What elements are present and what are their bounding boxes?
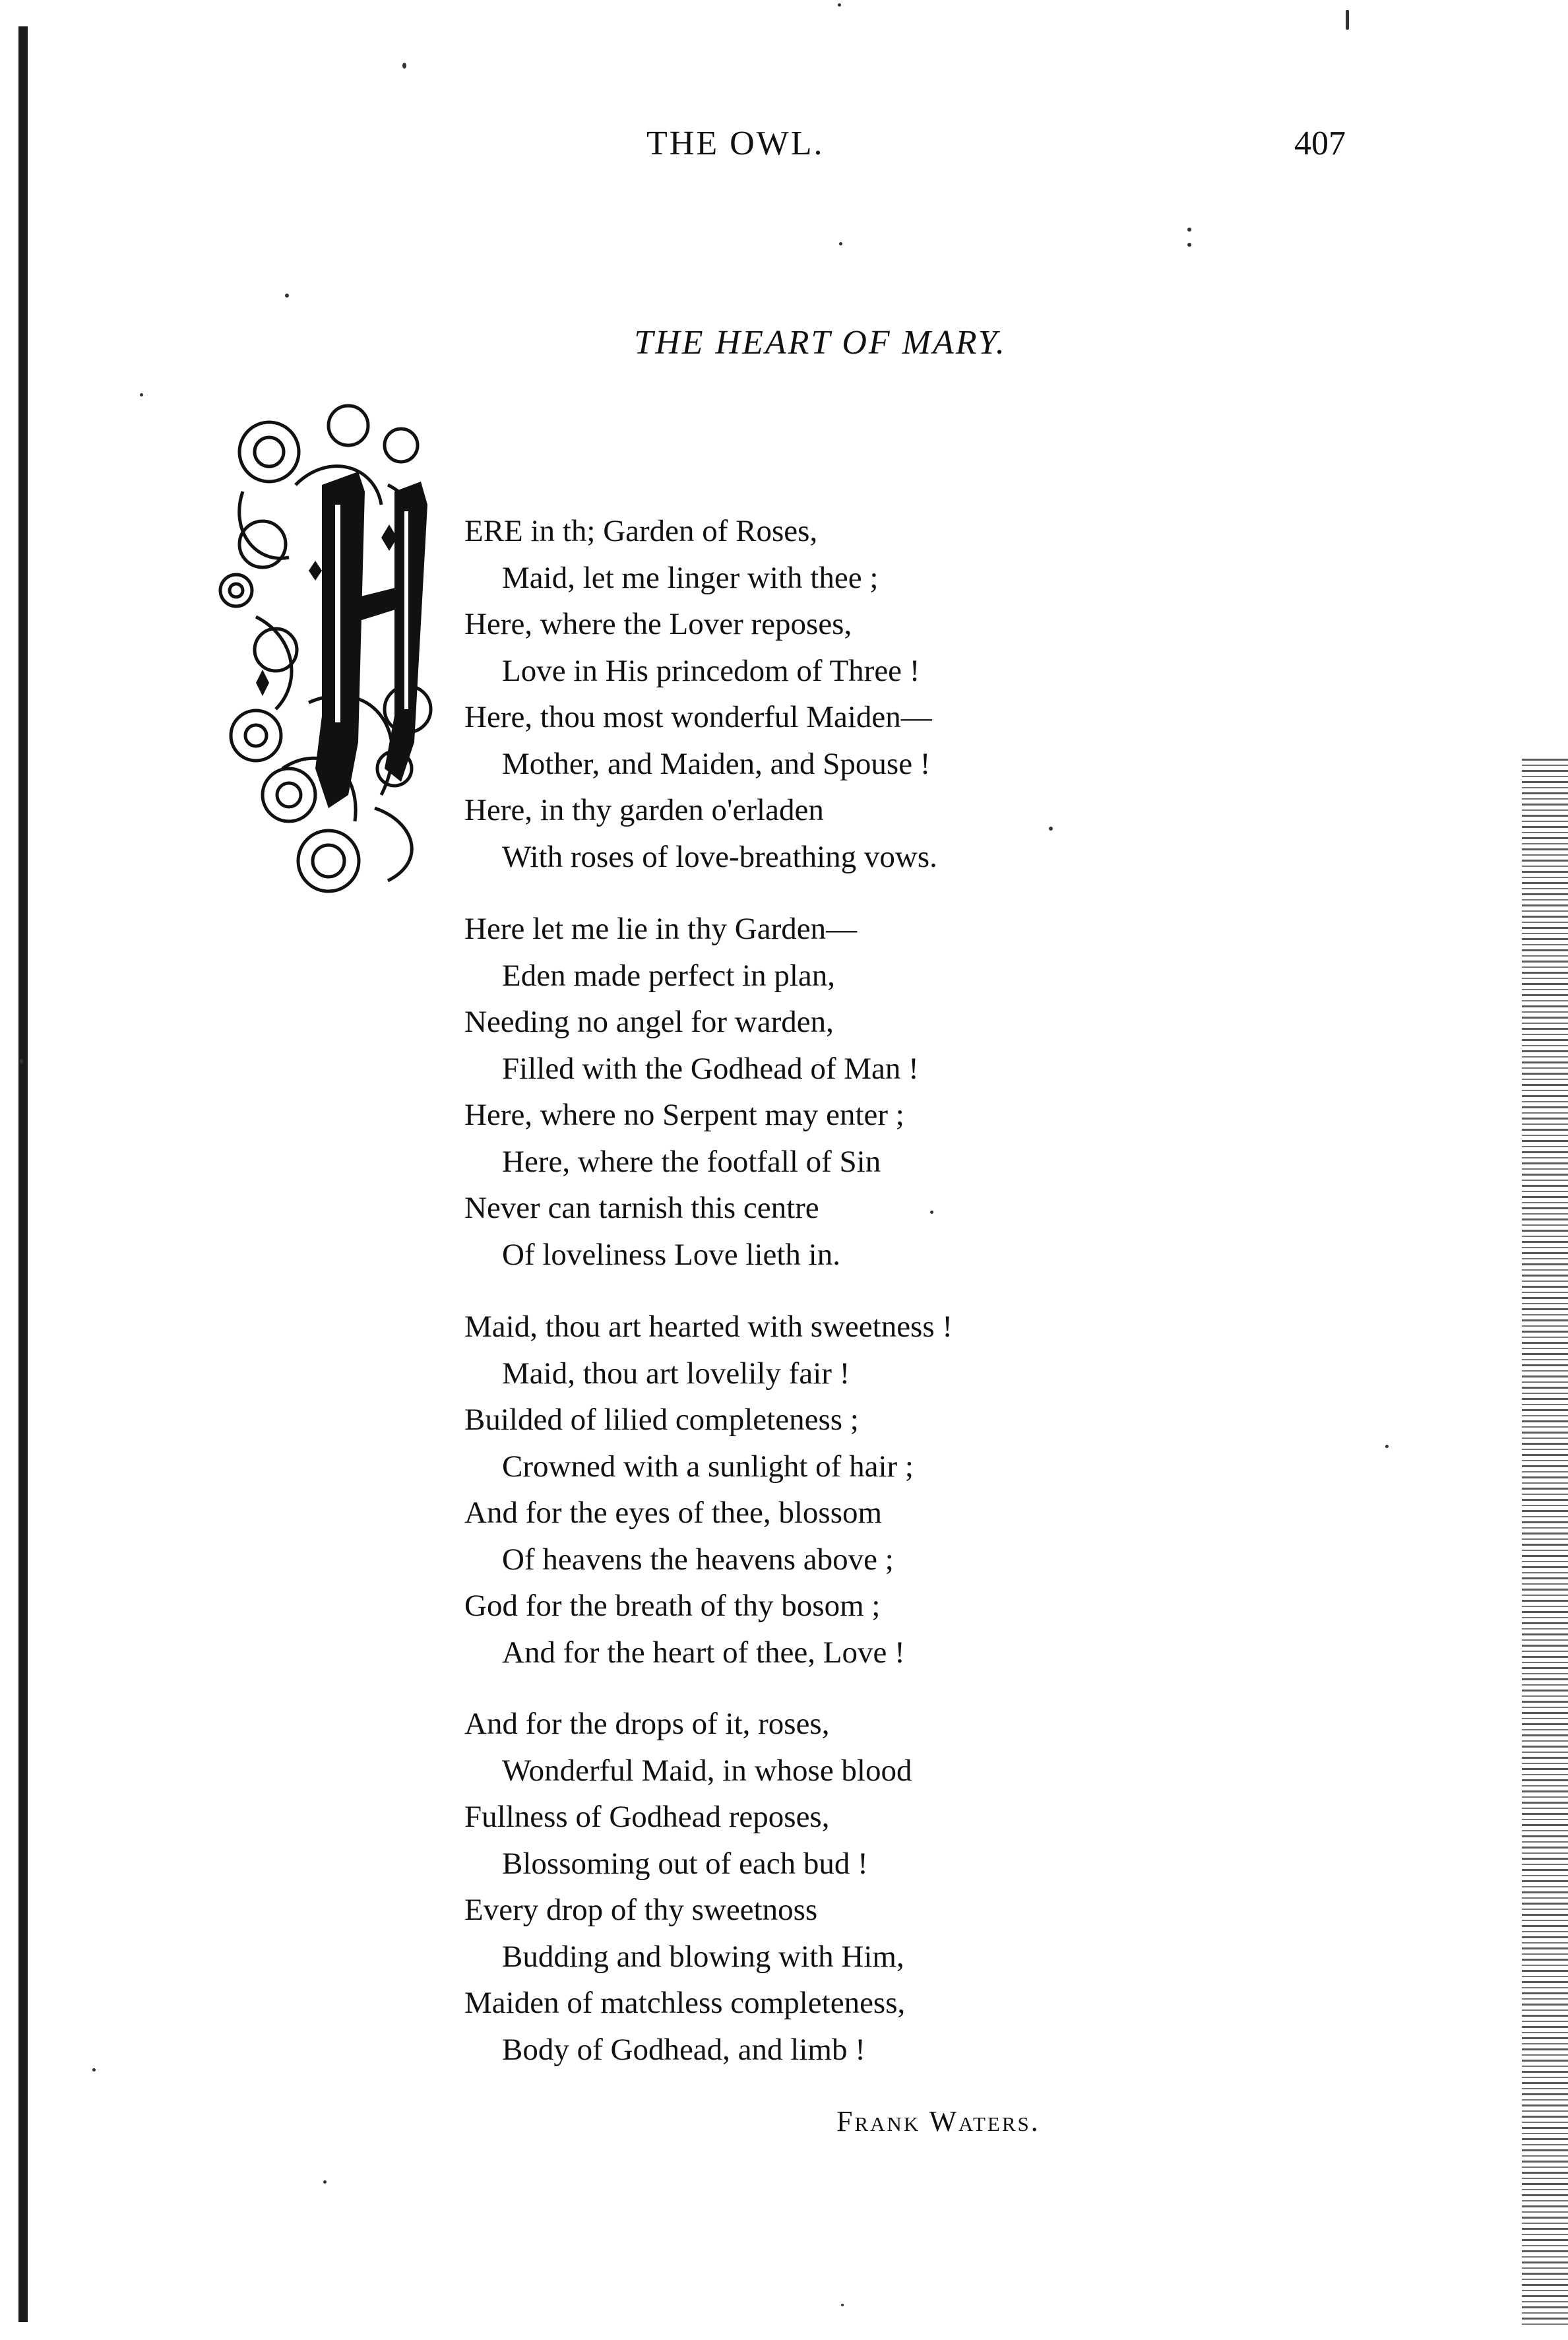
page-number: 407	[1294, 125, 1346, 162]
print-speck	[1385, 1445, 1389, 1448]
poem-line: Body of Godhead, and limb !	[502, 2032, 865, 2067]
poem-line: Maid, thou art hearted with sweetness !	[464, 1310, 953, 1344]
print-speck	[1346, 10, 1349, 30]
poem-line: And for the heart of thee, Love !	[502, 1635, 905, 1670]
print-speck	[402, 63, 406, 69]
poem-line: Of loveliness Love lieth in.	[502, 1237, 840, 1272]
poem-line: Builded of lilied completeness ;	[464, 1403, 859, 1437]
poem-line: Never can tarnish this centre	[464, 1191, 819, 1225]
poem-line: Here, where the Lover reposes,	[464, 607, 852, 641]
print-speck	[1187, 243, 1191, 247]
page-edge-shadow	[1522, 759, 1568, 2329]
print-speck	[92, 2068, 96, 2071]
poem-line: And for the drops of it, roses,	[464, 1707, 830, 1741]
print-speck	[838, 3, 841, 7]
poem-line: Fullness of Godhead reposes,	[464, 1800, 830, 1834]
poem-line: Mother, and Maiden, and Spouse !	[502, 746, 931, 781]
poem-line: Maid, let me linger with thee ;	[502, 560, 879, 595]
poem-line: Maid, thou art lovelily fair !	[502, 1356, 850, 1391]
poem-line: Here, in thy garden o'erladen	[464, 793, 824, 827]
print-speck	[1187, 228, 1191, 232]
binding-edge	[18, 26, 28, 2322]
ornamental-initial-h-icon	[216, 399, 447, 901]
print-speck	[841, 2304, 844, 2306]
stanza-4	[464, 1701, 912, 2073]
print-speck	[285, 294, 289, 298]
poem-line: ERE in th; Garden of Roses,	[464, 514, 818, 548]
poem-line: Here, where no Serpent may enter ;	[464, 1098, 904, 1132]
poem-line: Maiden of matchless completeness,	[464, 1986, 906, 2020]
poem-line: Here, thou most wonderful Maiden—	[464, 700, 932, 734]
poem-line: Filled with the Godhead of Man !	[502, 1051, 919, 1086]
poem-line: Needing no angel for warden,	[464, 1005, 834, 1039]
poem-line: God for the breath of thy bosom ;	[464, 1589, 881, 1623]
print-speck	[20, 1059, 23, 1063]
poem-line: Budding and blowing with Him,	[502, 1939, 904, 1974]
poem-line: Blossoming out of each bud !	[502, 1846, 868, 1881]
poem-line: Here let me lie in thy Garden—	[464, 912, 858, 946]
poem-line: Of heavens the heavens above ;	[502, 1542, 894, 1577]
running-title: THE OWL.	[646, 125, 825, 162]
stanza-1	[464, 508, 937, 880]
poem-line: And for the eyes of thee, blossom	[464, 1496, 883, 1530]
poem-line: Here, where the footfall of Sin	[502, 1144, 881, 1179]
print-speck	[323, 2180, 327, 2184]
poem-line: Love in His princedom of Three !	[502, 653, 920, 688]
poem-line: With roses of love-breathing vows.	[502, 839, 937, 874]
print-speck	[1049, 827, 1053, 831]
poem-line: Wonderful Maid, in whose blood	[502, 1753, 912, 1788]
print-speck	[839, 242, 842, 245]
stanza-2	[464, 906, 919, 1278]
print-speck	[140, 393, 143, 396]
stanza-3	[464, 1304, 953, 1676]
poem-title: THE HEART OF MARY.	[634, 324, 1007, 362]
poem-line: Crowned with a sunlight of hair ;	[502, 1449, 914, 1484]
poem-line: Every drop of thy sweetnoss	[464, 1893, 818, 1927]
poem-line: Eden made perfect in plan,	[502, 958, 836, 993]
print-speck	[930, 1211, 933, 1214]
author-signature: Frank Waters.	[836, 2105, 1040, 2137]
